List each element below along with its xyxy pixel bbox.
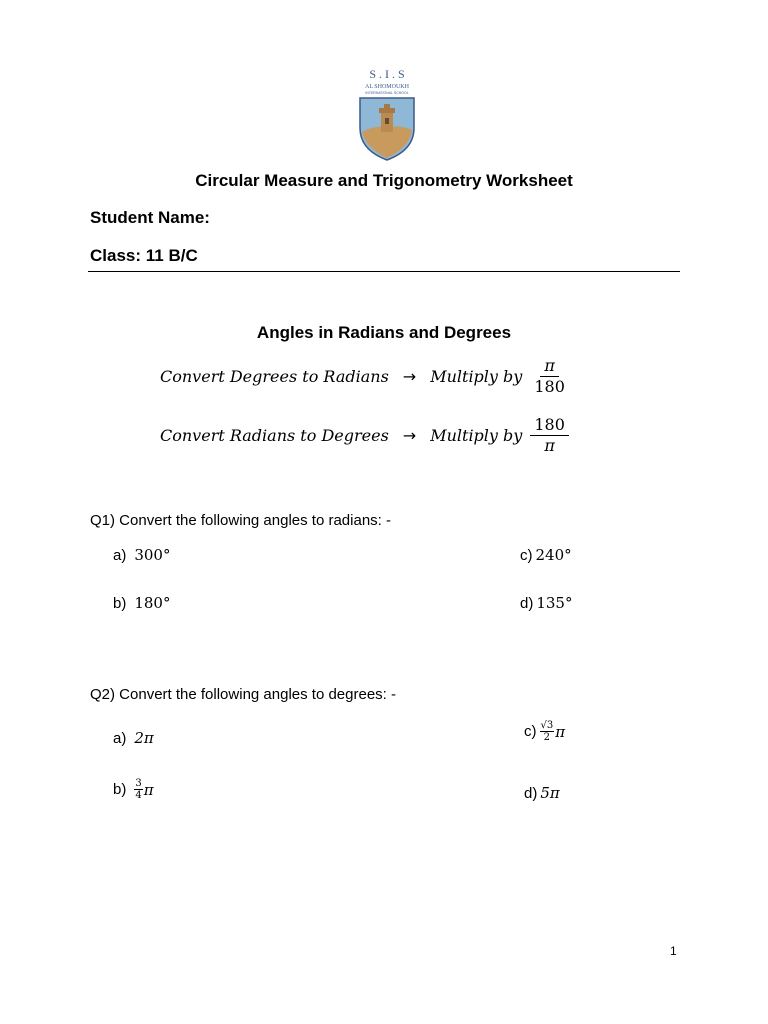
- pi-symbol: π: [555, 722, 566, 741]
- item-fraction: [134, 778, 142, 801]
- fraction-denominator: 180: [534, 377, 565, 396]
- item-value: 135°: [536, 594, 573, 612]
- page-number: 1: [670, 944, 677, 958]
- q2-item-d: [524, 784, 560, 802]
- item-value: 2π: [134, 729, 154, 747]
- q2-prompt: Q2) Convert the following angles to degrees: -: [90, 686, 396, 703]
- conversion-rule-rad-to-deg: [160, 415, 569, 456]
- fraction-numerator: 180: [530, 415, 569, 436]
- q1-item-b: [113, 594, 170, 612]
- q2-item-a: [113, 729, 154, 747]
- logo-subtext: AL SHOMOUKH: [365, 84, 409, 90]
- item-letter: b): [113, 594, 127, 612]
- arrow-icon: →: [402, 426, 417, 445]
- rule-text: Convert Degrees to Radians: [160, 367, 389, 386]
- worksheet-title: Circular Measure and Trigonometry Worksheet: [195, 171, 573, 190]
- conversion-rule-deg-to-rad: [160, 356, 569, 397]
- item-letter: d): [520, 594, 534, 612]
- q1-item-d: [520, 594, 572, 612]
- item-value: 300°: [134, 546, 171, 564]
- q2-item-b: [113, 778, 154, 801]
- fraction-numerator: π: [540, 356, 559, 377]
- item-letter: c): [520, 546, 533, 564]
- header-divider: [88, 271, 680, 272]
- arrow-icon: →: [402, 367, 417, 386]
- rule-text: Convert Radians to Degrees: [160, 426, 389, 445]
- fraction-numerator: √3: [540, 720, 554, 731]
- school-logo: [348, 66, 426, 164]
- item-letter: c): [524, 723, 537, 740]
- item-fraction: [540, 720, 555, 743]
- item-value: 5π: [540, 784, 560, 802]
- fraction-numerator: 3: [135, 778, 142, 789]
- rule-action: Multiply by: [430, 367, 523, 386]
- item-letter: a): [113, 546, 127, 564]
- logo-initials: S . I . S: [369, 67, 405, 81]
- section-title: Angles in Radians and Degrees: [256, 323, 512, 342]
- pi-symbol: π: [143, 780, 154, 799]
- item-letter: b): [113, 781, 127, 798]
- q1-item-c: [520, 546, 572, 564]
- fraction-denominator: 4: [135, 790, 142, 801]
- rule-action: Multiply by: [430, 426, 523, 445]
- item-letter: a): [113, 729, 127, 747]
- fraction-denominator: 2: [543, 732, 551, 743]
- q2-item-c: [524, 720, 565, 743]
- q1-item-a: [113, 546, 170, 564]
- fraction-denominator: π: [544, 436, 555, 455]
- logo-subtext2: INTERNATIONAL SCHOOL: [365, 91, 409, 95]
- student-name-label: Student Name:: [90, 208, 210, 227]
- item-value: 180°: [134, 594, 171, 612]
- fraction: [530, 415, 569, 456]
- item-letter: d): [524, 784, 538, 802]
- fraction: [530, 356, 569, 397]
- q1-prompt: Q1) Convert the following angles to radians: -: [90, 512, 391, 529]
- item-value: 240°: [535, 546, 572, 564]
- class-label: Class: 11 B/C: [90, 246, 198, 265]
